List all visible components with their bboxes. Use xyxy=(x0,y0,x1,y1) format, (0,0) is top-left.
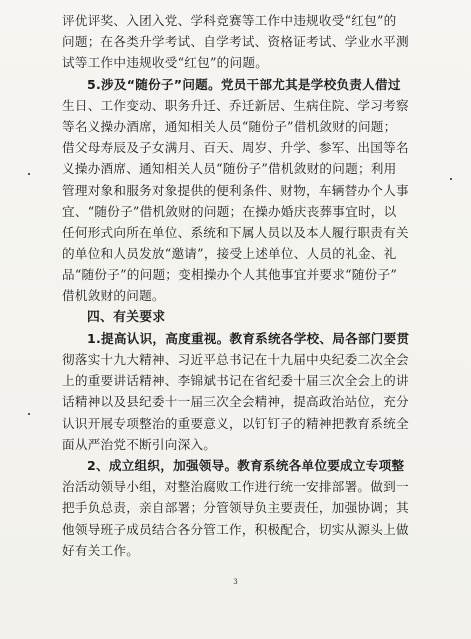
scan-speck xyxy=(450,178,452,180)
body-line: 问题；在各类升学考试、自学考试、资格证考试、学业水平测 xyxy=(62,34,409,50)
body-line: 等名义操办酒席，通知相关人员“随份子”借机敛财的问题； xyxy=(62,118,397,134)
body-line: 把手负总责，亲自部署；分管领导负主要责任，加强协调；其 xyxy=(62,500,409,516)
body-line: 任何形式向所在单位、系统和下属人员以及本人履行职责有关 xyxy=(62,224,409,240)
body-line: 借机敛财的问题。 xyxy=(62,288,165,304)
section-item-5-line: 5.涉及“随份子”问题。党员干部尤其是学校负责人借过 xyxy=(87,76,401,92)
body-line: 话精神以及县纪委十一届三次全会精神，提高政治站位，充分 xyxy=(62,394,409,410)
body-line: 试等工作中违规收受“红包”的问题。 xyxy=(62,55,269,71)
scan-speck xyxy=(28,413,30,415)
body-line: 义操办酒席、通知相关人员“随份子”借机敛财的问题；利用 xyxy=(62,161,397,177)
body-line: 面从严治党不断引向深入。 xyxy=(62,436,217,452)
body-line: 彻落实十九大精神、习近平总书记在十九届中央纪委二次全会 xyxy=(62,352,409,367)
body-line: 管理对象和服务对象提供的便利条件、财物，车辆替办个人事 xyxy=(62,182,409,198)
body-line: 品“随份子”的问题；变相操办个人其他事宜并要求“随份子” xyxy=(62,267,398,283)
body-line: 好有关工作。 xyxy=(62,542,140,558)
body-line: 认识开展专项整治的重要意义，以钉钉子的精神把教育系统全 xyxy=(62,415,409,431)
page-number: 3 xyxy=(233,578,238,586)
body-line: 的单位和人员发放“邀请”，接受上述单位、人员的礼金、礼 xyxy=(62,246,397,262)
scan-speck xyxy=(28,173,30,175)
requirement-2-line: 2、成立组织，加强领导。教育系统各单位要成立专项整 xyxy=(87,457,405,473)
section-heading: 四、有关要求 xyxy=(87,309,166,325)
body-line: 宜、“随份子”借机敛财的问题；在操办婚庆丧葬事宜时，以 xyxy=(62,203,397,219)
body-line: 生日、工作变动、职务升迁、乔迁新居、生病住院、学习考察 xyxy=(62,97,409,113)
requirement-1-line: 1.提高认识，高度重视。教育系统各学校、局各部门要贯 xyxy=(87,330,410,346)
document-body xyxy=(62,10,414,561)
body-line: 借父母寿辰及子女满月、百天、周岁、升学、参军、出国等名 xyxy=(62,140,409,156)
body-line: 上的重要讲话精神、李锦斌书记在省纪委十届三次全会上的讲 xyxy=(62,373,409,389)
body-line: 他领导班子成员结合各分管工作，积极配合，切实从源头上做 xyxy=(62,521,409,537)
body-line: 评优评奖、入团入党、学科竞赛等工作中违规收受“红包”的 xyxy=(62,13,397,28)
body-line: 治活动领导小组，对整治腐败工作进行统一安排部署。做到一 xyxy=(62,479,409,495)
